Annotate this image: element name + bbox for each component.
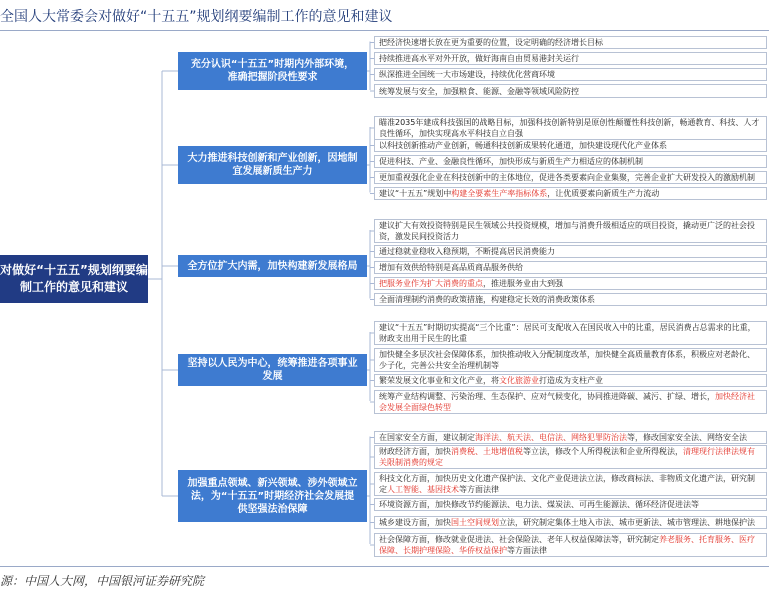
- highlight-text: 海洋法、航天法、电信法、网络犯罪防治法: [475, 433, 627, 442]
- item-text: 瞄准2035年建成科技强国的战略目标，加强科技创新特别是原创性颠覆性科技创新，畅通教育、科技、人才良性循环，加快实现高水平科技自立自强: [379, 118, 760, 138]
- item-text: 通过稳就业稳收入稳预期，不断提高居民消费能力: [379, 247, 555, 256]
- leaf-item: [374, 374, 767, 387]
- item-text: 繁荣发展文化事业和文化产业，将: [379, 376, 499, 385]
- leaf-item: [374, 261, 767, 274]
- item-text: 统筹发展与安全，加强粮食、能源、金融等领域风险防控: [379, 86, 579, 96]
- leaf-item: [374, 472, 767, 496]
- leaf-item: [374, 445, 767, 469]
- highlight-text: 文化旅游业: [499, 376, 539, 385]
- item-text: 持续推进高水平对外开放，做好海南自由贸易港封关运行: [379, 54, 579, 63]
- item-text: 等立法，修改个人所得税法和企业所得税法，: [523, 447, 683, 456]
- leaf-item: [374, 36, 767, 49]
- highlight-text: 清理现行法律法规有关限制消费的规定: [379, 447, 755, 467]
- item-text: 加快健全多层次社会保障体系，加快推动收入分配制度改革，加快健全高质量教育体系，积极应对老龄化、少子化，完善公共安全治理机制等: [379, 350, 755, 370]
- leaf-item: [374, 390, 767, 414]
- item-text: 以科技创新推动产业创新，畅通科技创新成果转化通道，加快建设现代化产业体系: [379, 141, 667, 150]
- leaf-item: [374, 245, 767, 258]
- leaf-item: [374, 187, 767, 200]
- branch-node: 加强重点领域、新兴领域、涉外领域立法，为“十五五”时期经济社会发展提供坚强法治保障: [178, 470, 367, 522]
- item-text: 把经济快速增长放在更为重要的位置，设定明确的经济增长目标: [379, 38, 603, 47]
- root-node: 对做好“十五五”规划纲要编制工作的意见和建议: [0, 255, 148, 303]
- item-text: 社会保障方面，修改就业促进法、社会保险法、老年人权益保障法等，研究制定: [379, 535, 659, 544]
- item-text: 等方面法律: [507, 546, 547, 555]
- leaf-item: [374, 277, 767, 290]
- item-text: 纵深推进全国统一大市场建设，持续优化营商环境: [379, 70, 555, 79]
- highlight-text: 消费税、土地增值税: [451, 447, 523, 456]
- highlight-text: 加快经济社会发展全面绿色转型: [379, 392, 755, 412]
- item-text: ，让优质要素向新质生产力流动: [547, 189, 660, 198]
- item-text: 增加有效供给特别是高品质商品服务供给: [379, 263, 523, 272]
- item-text: 更加重视强化企业在科技创新中的主体地位，促进各类要素向企业集聚，完善企业扩大研发投入的激励机制: [379, 173, 755, 182]
- item-text: 建议“十五五”时期切实提高“三个比重”：居民可支配收入在国民收入中的比重，居民消费占总需求的比重，财政支出用于民生的比重: [379, 323, 756, 343]
- leaf-item: [374, 516, 767, 529]
- leaf-item: [374, 348, 767, 372]
- highlight-text: 构建全要素生产率指标体系: [451, 189, 548, 198]
- leaf-item: [374, 321, 767, 345]
- leaf-item: [374, 116, 767, 140]
- item-text: 促进科技、产业、金融良性循环，加快形成与新质生产力相适应的体制机制: [379, 157, 643, 166]
- leaf-item: [374, 498, 767, 511]
- branch-node: 坚持以人民为中心，统筹推进各项事业发展: [178, 354, 367, 386]
- item-text: 城乡建设方面，加快: [379, 518, 451, 527]
- leaf-item: [374, 155, 767, 168]
- branch-node: 大力推进科技创新和产业创新，因地制宜发展新质生产力: [178, 146, 367, 184]
- leaf-item: [374, 52, 767, 65]
- source-divider: [0, 566, 769, 567]
- item-text: 全面清理制约消费的政策措施，构建稳定长效的消费政策体系: [379, 295, 595, 304]
- page-title: 全国人大常委会对做好“十五五”规划纲要编制工作的意见和建议: [0, 9, 393, 25]
- highlight-text: 人工智能、基因技术: [387, 485, 459, 494]
- item-text: 科技文化方面，加快历史文化遗产保护法、文化产业促进法立法，修改商标法、非物质文化遗产法，研究制定: [379, 474, 755, 494]
- item-text: 建议扩大有效投资特别是民生领域公共投资规模，增加与消费升级相适应的项目投资，撬动更广泛的社会投资，激发民间投资活力: [379, 221, 755, 241]
- leaf-item: [374, 219, 767, 243]
- item-text: ，推进服务业由大到强: [483, 279, 563, 288]
- leaf-item: [374, 68, 767, 81]
- branch-node: 充分认识“十五五”时期内外部环境，准确把握阶段性要求: [178, 52, 367, 90]
- item-text: 在国家安全方面，建议制定: [379, 433, 475, 442]
- item-text: 等方面法律: [459, 485, 499, 494]
- source-note: 源：中国人大网，中国银河证券研究院: [0, 574, 205, 588]
- item-text: 统筹产业结构调整、污染治理、生态保护、应对气候变化，协同推进降碳、减污、扩绿、增长，: [379, 392, 715, 401]
- item-text: 打造成为支柱产业: [539, 376, 603, 385]
- item-text: 环境资源方面，加快修改节约能源法、电力法、煤炭法、可再生能源法、循环经济促进法等: [379, 500, 699, 509]
- highlight-text: 国土空间规划: [451, 518, 499, 527]
- highlight-text: 把服务业作为扩大消费的重点: [379, 279, 483, 288]
- leaf-item: [374, 84, 767, 98]
- leaf-item: [374, 293, 767, 306]
- leaf-item: [374, 533, 767, 557]
- leaf-item: [374, 171, 767, 184]
- item-text: 等，修改国家安全法、网络安全法: [627, 433, 747, 442]
- branch-node: 全方位扩大内需，加快构建新发展格局: [178, 255, 367, 277]
- highlight-text: 养老服务、托育服务、医疗保障、长期护理保险、华侨权益保护: [379, 535, 755, 555]
- leaf-item: [374, 139, 767, 152]
- item-text: 建议“十五五”规划中: [379, 189, 452, 198]
- item-text: 立法，研究制定集体土地入市法、城市更新法、城市管理法、耕地保护法: [499, 518, 755, 527]
- leaf-item: [374, 431, 767, 444]
- item-text: 财政经济方面，加快: [379, 447, 451, 456]
